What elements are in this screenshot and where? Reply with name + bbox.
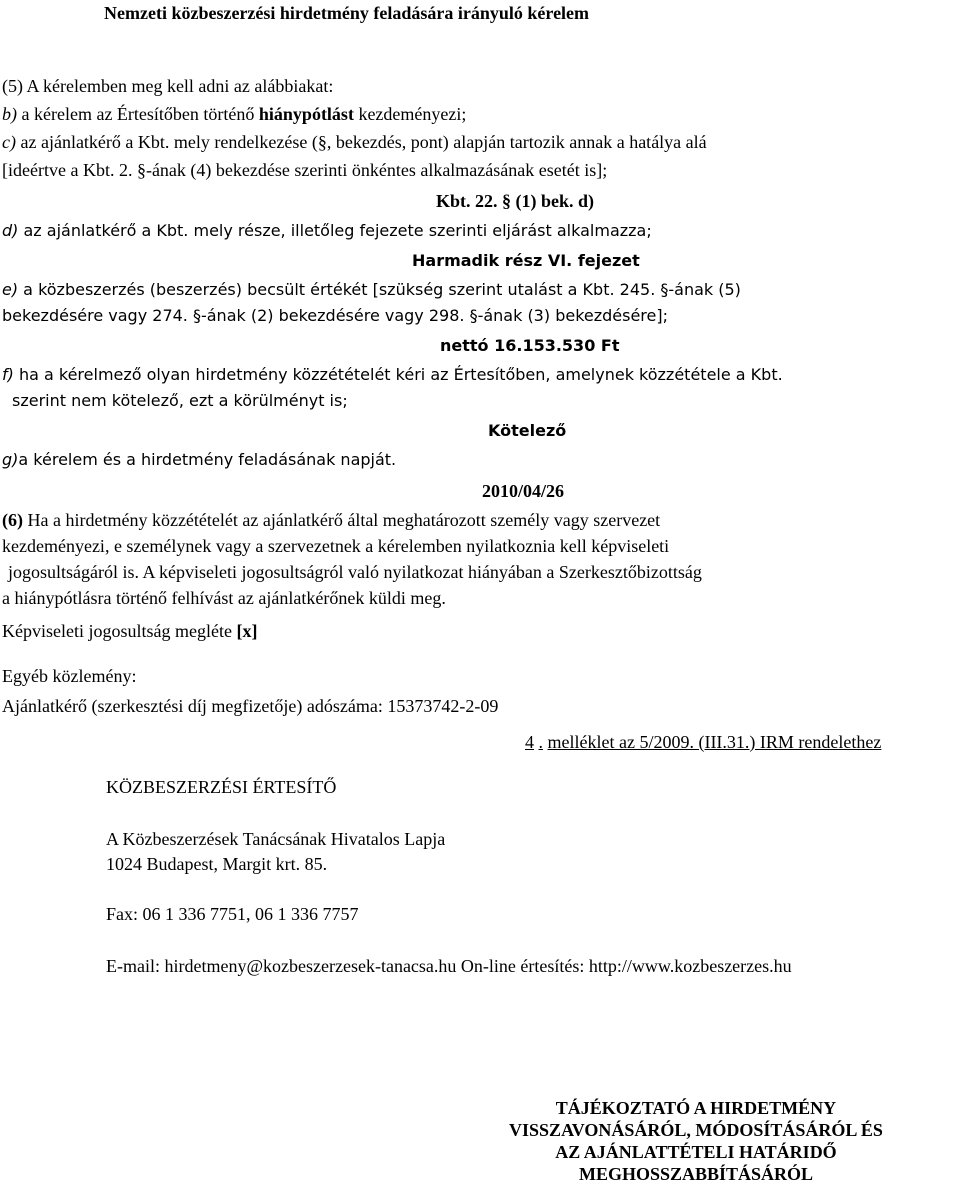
section6-line3: jogosultságáról is. A képviseleti jogosultságról való nyilatkozat hiányában a Szerkesztőbizottság <box>8 562 702 582</box>
item-d-answer: Harmadik rész VI. fejezet <box>412 251 640 270</box>
item-g <box>2 449 396 471</box>
annex-number: 4 <box>525 732 534 752</box>
section6-line2: kezdeményezi, e személynek vagy a szervezetnek a kérelemben nyilatkoznia kell képviseleti <box>2 536 670 556</box>
publisher-title: KÖZBESZERZÉSI ÉRTESÍTŐ <box>106 777 337 797</box>
tax-number-line: Ajánlatkérő (szerkesztési díj megfizetője) adószáma: 15373742-2-09 <box>2 696 499 716</box>
item-f-prefix: f) <box>2 365 14 384</box>
item-d <box>2 220 652 242</box>
annex-text: melléklet az 5/2009. (III.31.) IRM rendelethez <box>547 732 882 752</box>
representation-label: Képviseleti jogosultság megléte <box>2 621 237 641</box>
item-b-text: a kérelem az Értesítőben történő <box>17 104 259 124</box>
item-c-text: az ajánlatkérő a Kbt. mely rendelkezése (§, bekezdés, pont) alapján tartozik annak a hatálya alá <box>15 132 707 152</box>
notice-heading-line4: MEGHOSSZABBÍTÁSÁRÓL <box>578 1164 814 1184</box>
section6-label: (6) <box>2 510 23 530</box>
item-e-line1 <box>2 279 741 301</box>
annex-dot: . <box>538 732 543 752</box>
item-f-line2: szerint nem kötelező, ezt a körülményt is; <box>12 391 348 410</box>
page-title: Nemzeti közbeszerzési hirdetmény feladására irányuló kérelem <box>104 3 590 23</box>
notice-heading-line1: TÁJÉKOZTATÓ A HIRDETMÉNY <box>555 1098 837 1118</box>
item-g-text: a kérelem és a hirdetmény feladásának napját. <box>18 450 397 469</box>
publisher-contact: E-mail: hirdetmeny@kozbeszerzesek-tanacsa.hu On-line értesítés: http://www.kozbeszerzes.hu <box>106 956 792 976</box>
item-c-answer: Kbt. 22. § (1) bek. d) <box>436 191 595 211</box>
representation-line <box>2 620 257 642</box>
section5-intro: (5) A kérelemben meg kell adni az alábbiakat: <box>2 76 334 96</box>
representation-checkbox: [x] <box>236 621 258 641</box>
publisher-fax: Fax: 06 1 336 7751, 06 1 336 7757 <box>106 904 359 924</box>
item-c-line2: [ideértve a Kbt. 2. §-ának (4) bekezdése szerinti önkéntes alkalmazásának esetét is]; <box>2 160 608 180</box>
section6-text: Ha a hirdetmény közzétételét az ajánlatkérő által meghatározott személy vagy szervezet <box>23 510 661 530</box>
publisher-subtitle: A Közbeszerzések Tanácsának Hivatalos Lapja <box>106 829 446 849</box>
publisher-address: 1024 Budapest, Margit krt. 85. <box>106 854 328 874</box>
item-b-text-end: kezdeményezi; <box>353 104 467 124</box>
item-f-text: ha a kérelmező olyan hirdetmény közzétételét kéri az Értesítőben, amelynek közzététele a Kbt. <box>13 365 783 384</box>
notice-heading <box>480 1097 912 1185</box>
item-e-line2: bekezdésére vagy 274. §-ának (2) bekezdésére vagy 298. §-ának (3) bekezdésére]; <box>2 306 669 325</box>
section6-line4: a hiánypótlásra történő felhívást az ajánlatkérőnek küldi meg. <box>2 588 446 608</box>
notice-heading-line3: AZ AJÁNLATTÉTELI HATÁRIDŐ <box>555 1142 837 1162</box>
item-c-prefix: c) <box>2 132 16 152</box>
section6-line1 <box>2 509 660 531</box>
item-f-line1 <box>2 364 783 386</box>
other-label: Egyéb közlemény: <box>2 666 137 686</box>
item-b <box>2 103 466 125</box>
item-g-answer: 2010/04/26 <box>482 481 565 501</box>
item-e-text: a közbeszerzés (beszerzés) becsült értékét [szükség szerint utalást a Kbt. 245. §-ának (5) <box>18 280 741 299</box>
item-d-text: az ajánlatkérő a Kbt. mely része, illetőleg fejezete szerinti eljárást alkalmazza; <box>18 221 652 240</box>
item-c-line1 <box>2 131 707 153</box>
item-f-answer: Kötelező <box>488 421 567 440</box>
item-d-prefix: d) <box>2 221 19 240</box>
item-g-prefix: g) <box>2 450 19 469</box>
item-e-prefix: e) <box>2 280 19 299</box>
notice-heading-line2: VISSZAVONÁSÁRÓL, MÓDOSÍTÁSÁRÓL ÉS <box>509 1120 883 1140</box>
item-b-bold: hiánypótlást <box>258 104 354 124</box>
item-b-prefix: b) <box>2 104 17 124</box>
item-e-answer: nettó 16.153.530 Ft <box>440 336 620 355</box>
annex-reference <box>525 731 881 753</box>
